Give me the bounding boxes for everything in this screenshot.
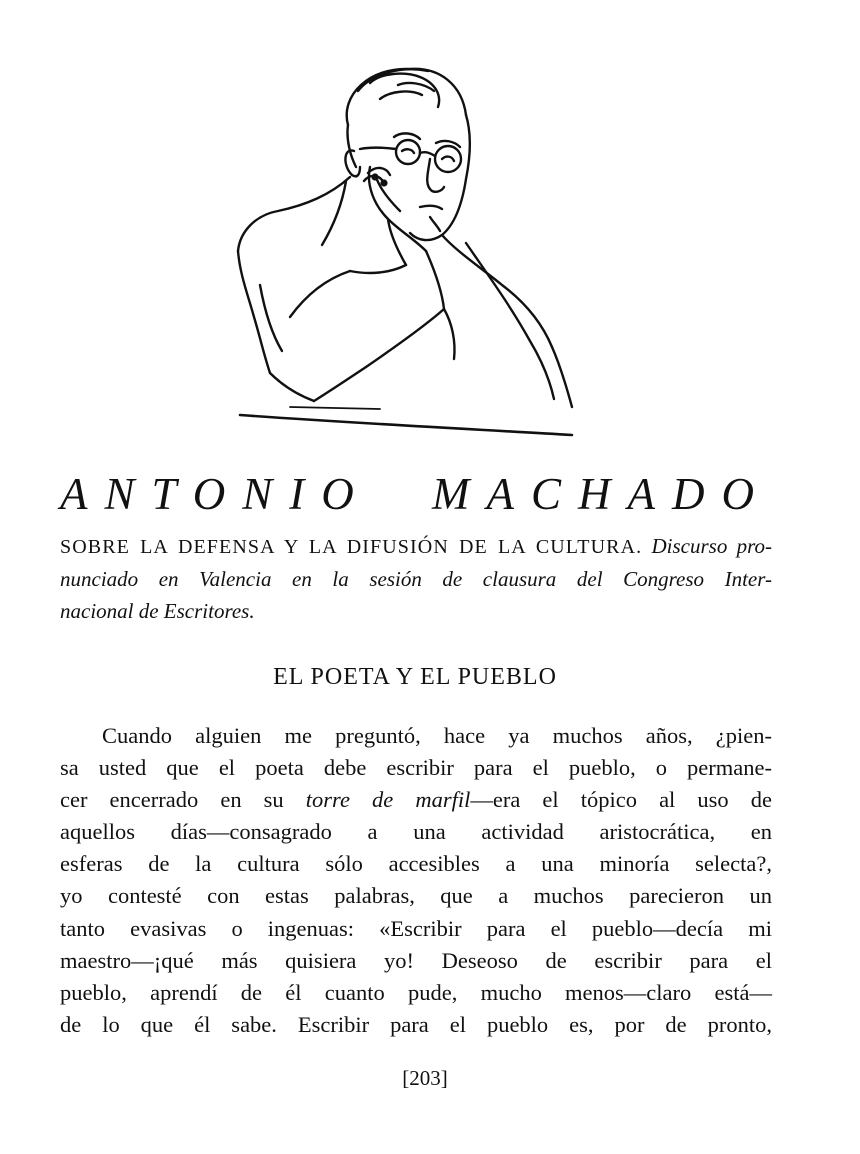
- author-last-name: [432, 468, 776, 520]
- portrait-illustration: [230, 55, 600, 450]
- subtitle-italic-3: nacional de Escritores.: [60, 599, 255, 623]
- section-heading: EL POETA Y EL PUEBLO: [273, 664, 557, 690]
- body-line-part: —era el tópico al uso de: [470, 787, 772, 813]
- body-paragraph: [60, 720, 772, 1041]
- body-line: esferas de la cultura sólo accesibles a una minoría selecta?,: [60, 851, 772, 877]
- page-number: [203]: [402, 1066, 448, 1090]
- subtitle-italic-2: nunciado en Valencia en la sesión de clausura del Congreso Inter-: [60, 567, 772, 591]
- body-line: pueblo, aprendí de él cuanto pude, mucho menos—claro está—: [60, 979, 772, 1005]
- author-first-name: [60, 468, 378, 520]
- subtitle-italic-1: Discurso pro-: [651, 534, 772, 558]
- subtitle-caps: SOBRE LA DEFENSA Y LA DIFUSIÓN DE LA CULTURA.: [60, 536, 643, 558]
- body-line: Cuando alguien me preguntó, hace ya muchos años, ¿pien-: [102, 723, 772, 748]
- portrait-sketch-icon: [230, 55, 600, 450]
- author-word-1: ANTONIO: [60, 469, 371, 519]
- body-line: tanto evasivas o ingenuas: «Escribir para el pueblo—decía mi: [60, 915, 772, 941]
- body-line: de lo que él sabe. Escribir para el pueblo es, por de pronto,: [60, 1011, 772, 1037]
- body-line: sa usted que el poeta debe escribir para el pueblo, o permane-: [60, 755, 772, 781]
- body-line: aquellos días—consagrado a una actividad aristocrática, en: [60, 819, 772, 845]
- article-subtitle: [60, 530, 772, 627]
- body-line-italic-phrase: torre de marfil: [305, 787, 471, 813]
- body-line: [60, 784, 772, 816]
- body-line: yo contesté con estas palabras, que a muchos parecieron un: [60, 883, 772, 909]
- body-line-part: cer encerrado en su: [60, 787, 306, 813]
- author-word-2: MACHADO: [432, 469, 771, 519]
- body-line: maestro—¡qué más quisiera yo! Deseoso de escribir para el: [60, 947, 772, 973]
- author-title: [60, 468, 776, 520]
